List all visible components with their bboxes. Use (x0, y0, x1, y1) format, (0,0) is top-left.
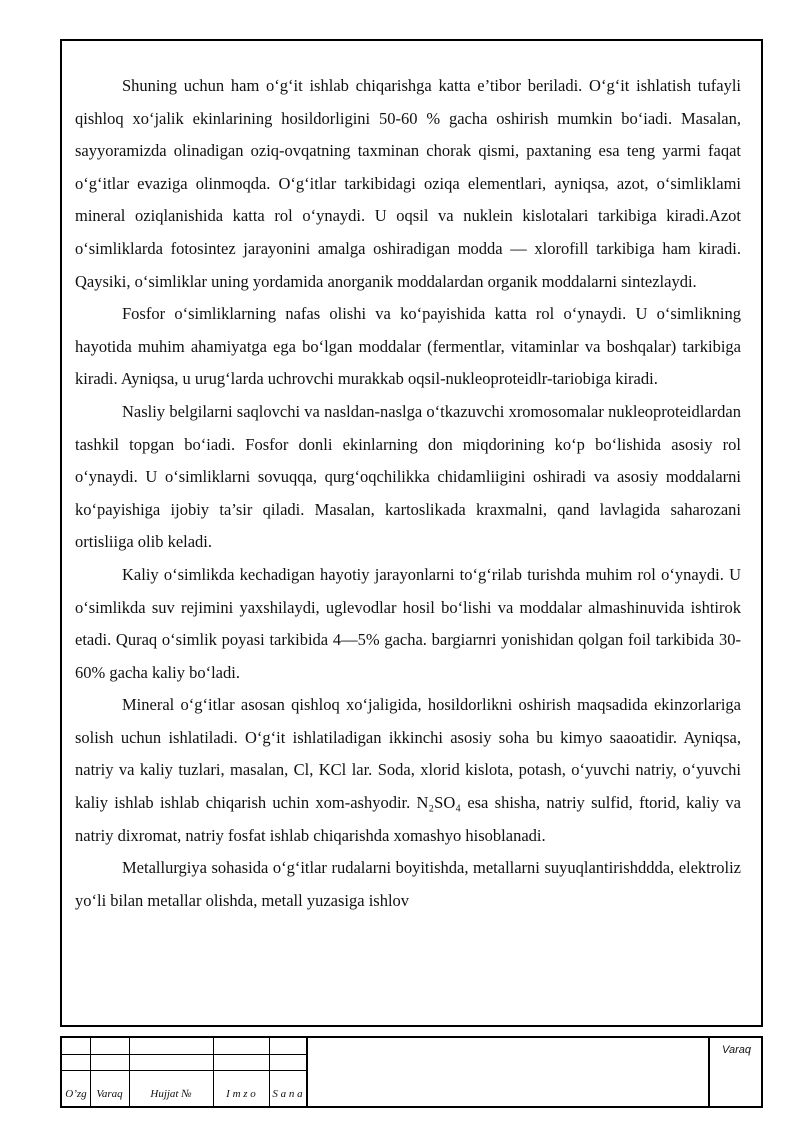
stamp-label-varaq: Varaq (96, 1088, 123, 1100)
stamp-col-divider (708, 1038, 710, 1106)
paragraph-4: Kaliy o‘simlikda kechadigan hayotiy jarayonlarni to‘g‘rilab turishda muhim rol o‘ynaydi. U o‘simlikda suv rejimini yaxshilaydi, uglevodlar hosil bo‘lishi va moddalar almashinuvida ishtirok etadi. Quraq o‘simlik poyasi tarkibida 4—5% gacha. bargiarnri yonishidan qolgan foil tarkibida 30-60% gacha kaliy bo‘ladi. (75, 564, 741, 682)
stamp-label-ozg: O’zg (65, 1088, 87, 1100)
stamp-label-imzo: I m z o (226, 1088, 256, 1100)
stamp-label-sana: S a n a (272, 1088, 303, 1100)
paragraph-6: Metallurgiya sohasida o‘g‘itlar rudalarni boyitishda, metallarni suyuqlantirishddda, elektroliz yo‘li bilan metallar olishda, metall yuzasiga ishlov (75, 858, 741, 910)
paragraph-5: Mineral o‘g‘itlar asosan qishloq xo‘jaligida, hosildorlikni oshirish maqsadida ekinzorlariga solish uchun ishlatiladi. O‘g‘it ishlatiladigan ikkinchi asosiy soha bu kimyo saaoatidir. Ayniqsa, natriy va kaliy tuzlari, masalan, Cl, KCl lar. Soda, xlorid kislota, potash, o‘yuvchi natriy, o‘yuvchi kaliy ishlab ishlab chiqarish uchin xom-ashyodir. N₂SO₄ esa shisha, natriy sulfid, ftorid, kaliy va natriy dixromat, natriy fosfat ishlab chiqarishda xomashyo hisoblanadi. (75, 695, 741, 845)
document-body (75, 70, 741, 917)
paragraph-2: Fosfor o‘simliklarning nafas olishi va ko‘payishida katta rol o‘ynaydi. U o‘simlikning hayotida muhim ahamiyatga ega bo‘lgan moddalar (fermentlar, vitaminlar va boshqalar) tarkibiga kiradi. Ayniqsa, u urug‘larda uchrovchi murakkab oqsil-nukleoproteidlr-tariobiga kiradi. (75, 304, 741, 389)
paragraph-1: Shuning uchun ham o‘g‘it ishlab chiqarishga katta e’tibor beriladi. O‘g‘it ishlatish tufayli qishloq xo‘jalik ekinlarining hosildorligini 50-60 % gacha oshirish mumkin bo‘iadi. Masalan, sayyoramizda olinadigan oziq-ovqatning taxminan chorak qismi, paxtaning esa teng yarmi faqat o‘g‘itlar evaziga olinmoqda. O‘g‘itlar tarkibidagi oziqa elementlari, ayniqsa, azot, o‘simliklami mineral oziqlanishida katta rol o‘ynaydi. U oqsil va nuklein kislotalari tarkibiga kiradi.Azot o‘simliklarda fotosintez jarayonini amalga oshiradigan modda — xlorofill tarkibiga ham kiradi. Qaysiki, o‘simliklar uning yordamida anorganik moddalardan organik moddalarni sintezlaydi. (75, 76, 741, 291)
stamp-col-divider (306, 1038, 308, 1106)
stamp-label-hujjat: Hujjat № (150, 1088, 192, 1100)
paragraph-3: Nasliy belgilarni saqlovchi va nasldan-naslga o‘tkazuvchi xromosomalar nukleoproteidlardan tashkil topgan bo‘iadi. Fosfor donli ekinlarning don miqdorining ko‘p bo‘lishida asosiy rol o‘ynaydi. U o‘simliklarni sovuqqa, qurg‘oqchilikka chidamliigini oshiradi va asosiy moddalarni ko‘payishiga ijobiy ta’sir qiladi. Masalan, kartoslikada kraxmalni, qand lavlagida saharozani ortisliiga olib keladi. (75, 401, 741, 552)
title-block-stamp (60, 1036, 763, 1108)
stamp-page-label: Varaq (722, 1044, 751, 1056)
